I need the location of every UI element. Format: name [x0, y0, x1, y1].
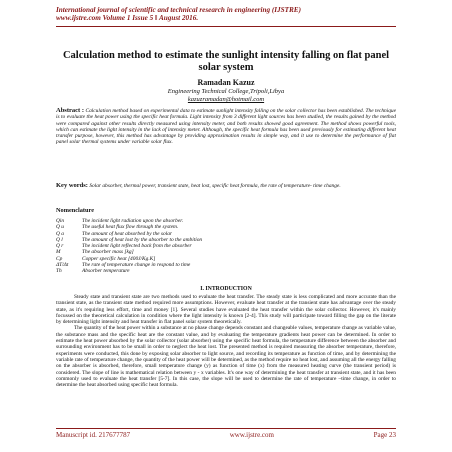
nomenclature-symbol: M — [56, 249, 61, 256]
nomenclature-symbol: Q u — [56, 224, 64, 231]
body-paragraph: The quantity of the heat power within a substance at no phase change depends constant and changeable values, temperature change as variable value, the substance mass and the specific heat are the constant value, and by evaluating the temperature gradients heat power can be determined. In order to estimate the heat power absorbed by the solar collector (solar absorber) using the specific heat formula, the temperature difference between the absorber and surrounding environment has to be small in order to neglect the heat lost. The presented method is required measuring the absorber temperature, therefore, experiments were conducted, this done by exposing solar absorber to light source, and recording its temperature as function of time, and by determining the variable rate of temperature change, the quantity of the heat power will be determined, as the method require no heat lost, and assuming all the energy falling on the absorber is absorbed, therefore, small temperature change (y) as function of time (x) from the measured heating curve (the transient period) is considered. The slope of line is mathematical relation between y - x variables. It's one way of determining the heat transfer at transient state, and it has been commonly used to evaluate the heat transfer [5-7]. In this case, the slope will be used to determine the rate of temperature –time change, in order to determine the heat absorbed using specific heat formula. — [56, 325, 396, 389]
keywords-text: Solar absorber, thermal power, transient state, heat lost, specific heat formula, the rate of temperature- time change. — [89, 183, 341, 189]
page-number: Page 23 — [373, 431, 396, 439]
nomenclature-symbol: Q l — [56, 236, 63, 243]
abstract-text: Calculation method based on experimental data to estimate sunlight intensity falling on the solar collector has been established. The technique is to evaluate the heat power using the specific heat formula. Light intensity from 3 different light sources has been studied, the results gained by the method were compared against other results directly measured using intensity meter, and both results showed good agreement. The method shows powerful tools, which can estimate the light intensity in the lack of intensity meter. Although, the specific heat formula has been used previously for estimating different heat transfer purpose, however, this method has advantage by providing approximation results in simple way, and it use to determine the performance of flat panel solar thermal systems under variable solar flux. — [56, 108, 396, 146]
author-name: Ramadan Kazuz — [197, 78, 255, 87]
introduction-body — [56, 294, 396, 388]
nomenclature-symbol: Th — [56, 268, 62, 275]
footer-rule — [56, 428, 396, 429]
nomenclature-symbol: Cp — [56, 255, 63, 262]
keywords-label: Key words: — [56, 182, 88, 189]
nomenclature-item — [56, 268, 396, 274]
author-affiliation: Engineering Technical College,Tripoli,Libya — [167, 88, 285, 95]
abstract-label: Abstract : — [56, 107, 85, 114]
header-rule — [56, 26, 396, 27]
abstract — [56, 108, 396, 146]
nomenclature-desc: The amount of heat lost by the absorber to the ambition — [82, 236, 203, 243]
manuscript-id: Manuscript id. 217677787 — [56, 431, 131, 439]
nomenclature-symbol: Qin — [56, 218, 65, 224]
nomenclature-desc: The incident light reflected back from the absorber — [82, 243, 192, 250]
section-heading-introduction: I. INTRODUCTION — [200, 286, 252, 292]
nomenclature-heading: Nomenclature — [56, 207, 95, 214]
nomenclature-desc: The absorber mass [kg] — [82, 249, 134, 256]
nomenclature-symbol: Q a — [56, 230, 64, 237]
nomenclature-desc: Copper specific heat [400J/Kg.K] — [82, 255, 156, 262]
page-footer — [56, 431, 396, 439]
nomenclature-desc: The incident light radiation upon the absorber. — [82, 218, 184, 224]
paper-title: Calculation method to estimate the sunlight intensity falling on flat panel solar system — [62, 50, 390, 73]
author-email[interactable]: kazuzramadan@hotmail.com — [187, 96, 265, 103]
nomenclature-desc: The amount of heat absorbed by the solar — [82, 230, 172, 237]
journal-website[interactable]: www.ijstre.com — [229, 431, 274, 439]
nomenclature-symbol: ΔT/Δt — [56, 262, 69, 269]
keywords — [56, 183, 396, 189]
journal-header — [56, 6, 396, 22]
journal-issue: www.ijstre.com Volume 1 Issue 5 ǁ August 2016. — [56, 14, 199, 22]
journal-name: International journal of scientific and technical research in engineering (IJSTRE) — [56, 6, 301, 14]
nomenclature-desc: The rate of temperature change in respond to time — [82, 262, 191, 269]
nomenclature-desc: The useful heat flux flow through the system. — [82, 224, 179, 231]
nomenclature-desc: Absorber temperature — [82, 268, 130, 275]
nomenclature-list — [56, 218, 396, 275]
nomenclature-symbol: Q r — [56, 243, 64, 250]
body-paragraph: Steady state and transient state are two methods used to evaluate the heat transfer. The steady state is less complicated and more accurate than the transient state, as the transient state method required more assumptions. However, evaluate heat transfer at the transient state has advantage over the steady state, as it's requiring less effort, time and money [1]. Several studies have evaluated the heat transfer within the solar collector. However, it's mainly focussed on the theoretical calculation in condition where the light intensity is known [2-4]. This study will participate toward filling the gap on the literate by determining light intensity and heat transfer in flat panel solar system theoretically. — [56, 294, 396, 326]
